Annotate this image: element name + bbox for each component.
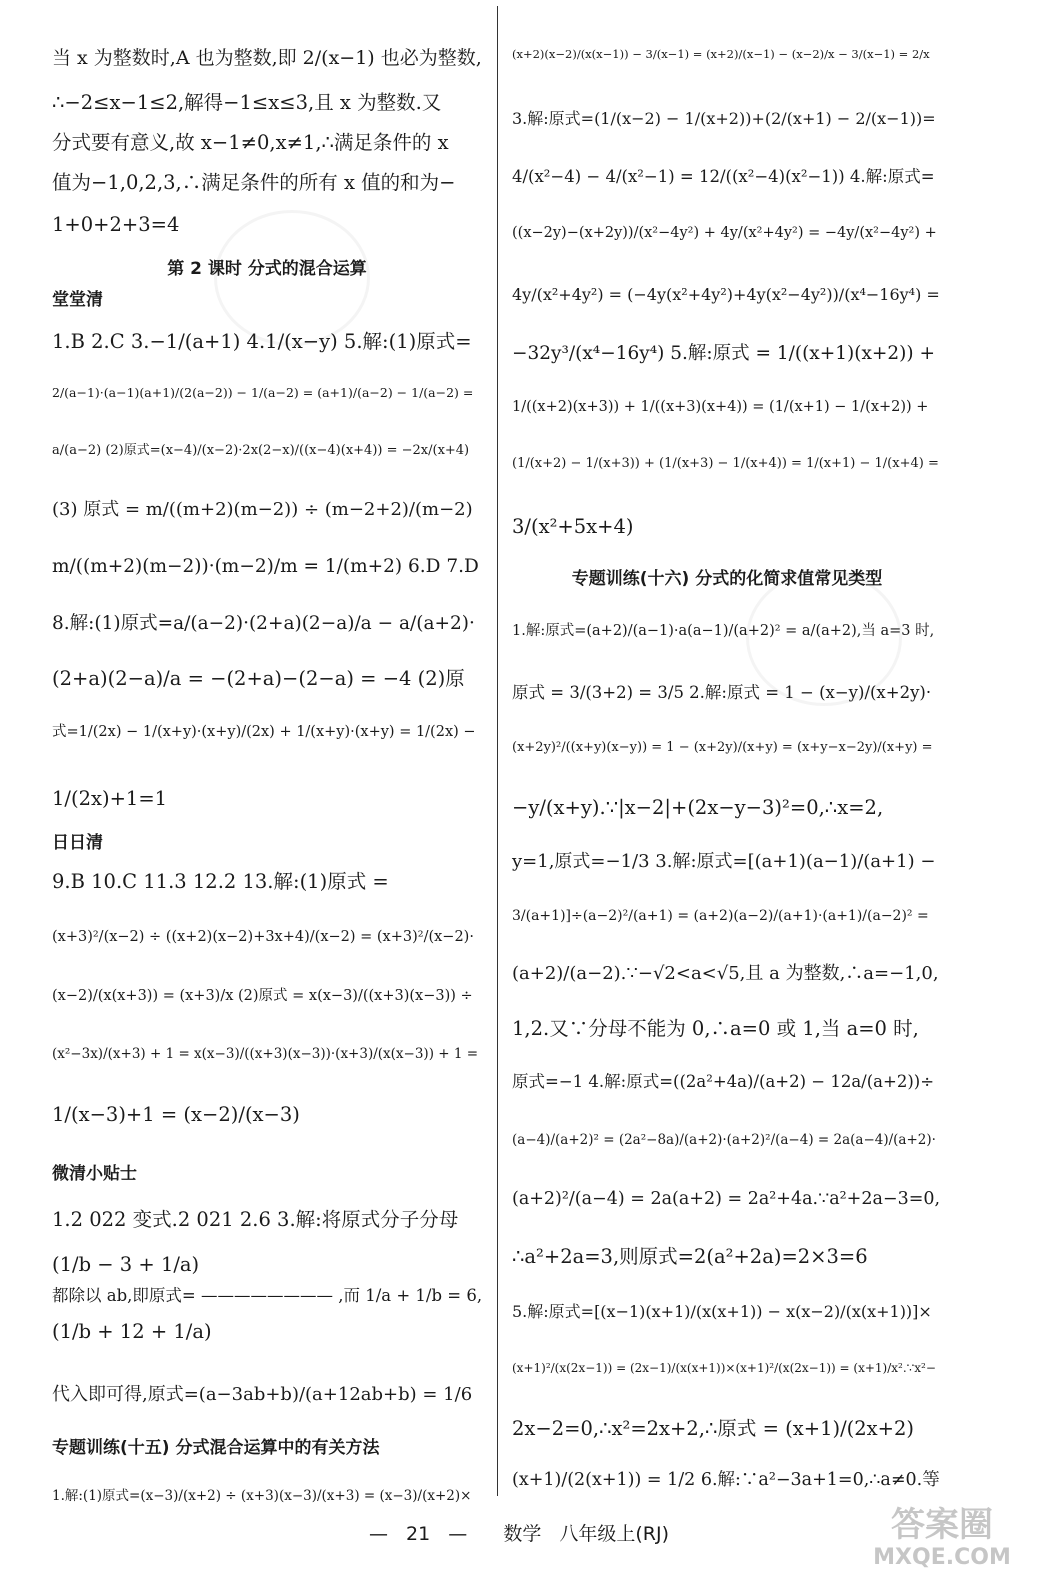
right-line-14: y=1,原式=−1/3 3.解:原式=[(a+1)(a−1)/(a+1) −: [512, 851, 936, 872]
left-line-13: (2+a)(2−a)/a = −(2+a)−(2−a) = −4 (2)原: [52, 667, 465, 690]
left-line-16: 日日清: [52, 833, 103, 853]
right-column: [512, 0, 942, 1510]
right-line-1: 3.解:原式=(1/(x−2) − 1/(x+2))+(2/(x+1) − 2/(x−1))=: [512, 109, 936, 128]
right-line-23: (x+1)²/(x(2x−1)) = (2x−1)/(x(x+1))×(x+1)²/(x(2x−1)) = (x+1)/x².∵x²−: [512, 1361, 936, 1375]
right-line-10: 1.解:原式=(a+2)/(a−1)·a(a−1)/(a+2)² = a/(a+2),当 a=3 时,: [512, 623, 935, 639]
left-line-7: 1.B 2.C 3.−1/(a+1) 4.1/(x−y) 5.解:(1)原式=: [52, 330, 472, 353]
left-line-29: 1.解:(1)原式=(x−3)/(x+2) ÷ (x+3)(x−3)/(x+3) = (x−3)/(x+2)×: [52, 1488, 472, 1504]
left-line-20: (x²−3x)/(x+3) + 1 = x(x−3)/((x+3)(x−3))·(x+3)/(x(x−3)) + 1 =: [52, 1046, 479, 1062]
left-line-9: a/(a−2) (2)原式=(x−4)/(x−2)·2x(2−x)/((x−4)(x+4)) = −2x/(x+4): [52, 443, 470, 458]
right-line-8: 3/(x²+5x+4): [512, 515, 634, 538]
left-line-8: 2/(a−1)·(a−1)(a+1)/(2(a−2)) − 1/(a−2) = (a+1)/(a−2) − 1/(a−2) =: [52, 385, 474, 400]
right-line-24: 2x−2=0,∴x²=2x+2,∴原式 = (x+1)/(2x+2): [512, 1417, 915, 1440]
right-line-21: ∴a²+2a=3,则原式=2(a²+2a)=2×3=6: [512, 1245, 868, 1268]
left-line-0: 当 x 为整数时,A 也为整数,即 2/(x−1) 也必为整数,: [52, 47, 482, 69]
left-line-27: 代入即可得,原式=(a−3ab+b)/(a+12ab+b) = 1/6: [52, 1384, 473, 1405]
right-line-4: 4y/(x²+4y²) = (−4y(x²+4y²)+4y(x²−4y²))/(x⁴−16y⁴) =: [512, 285, 940, 304]
faint-stamp-left: [214, 210, 370, 346]
right-line-25: (x+1)/(2(x+1)) = 1/2 6.解:∵a²−3a+1=0,∴a≠0.等: [512, 1470, 940, 1490]
left-line-12: 8.解:(1)原式=a/(a−2)·(2+a)(2−a)/a − a/(a+2)·: [52, 613, 475, 634]
footer-subject: 数学: [503, 1523, 542, 1545]
left-line-6: 堂堂清: [52, 290, 103, 310]
left-line-26: (1/b + 12 + 1/a): [52, 1320, 212, 1343]
right-line-15: 3/(a+1)]÷(a−2)²/(a+1) = (a+2)(a−2)/(a+1)·(a+1)/(a−2)² =: [512, 908, 929, 924]
right-line-9: 专题训练(十六) 分式的化简求值常见类型: [571, 569, 883, 589]
watermark-title: 答案圈: [891, 1505, 993, 1545]
right-line-11: 原式 = 3/(3+2) = 3/5 2.解:原式 = 1 − (x−y)/(x+2y)·: [512, 683, 932, 702]
column-divider: [497, 6, 498, 1496]
left-line-28: 专题训练(十五) 分式混合运算中的有关方法: [52, 1438, 380, 1458]
page-number: 21: [406, 1523, 431, 1545]
right-line-13: −y/(x+y).∵|x−2|+(2x−y−3)²=0,∴x=2,: [512, 796, 884, 819]
footer-dash-left: —: [368, 1523, 388, 1545]
right-line-12: (x+2y)²/((x+y)(x−y)) = 1 − (x+2y)/(x+y) = (x+y−x−2y)/(x+y) =: [512, 740, 933, 755]
right-line-6: 1/((x+2)(x+3)) + 1/((x+3)(x+4)) = (1/(x+1) − 1/(x+2)) +: [512, 399, 929, 415]
right-line-22: 5.解:原式=[(x−1)(x+1)/(x(x+1)) − x(x−2)/(x(x+1))]×: [512, 1302, 932, 1321]
left-line-17: 9.B 10.C 11.3 12.2 13.解:(1)原式 =: [52, 870, 389, 893]
footer-dash-right: —: [448, 1523, 468, 1545]
left-line-11: m/((m+2)(m−2))·(m−2)/m = 1/(m+2) 6.D 7.D: [52, 556, 479, 577]
left-line-21: 1/(x−3)+1 = (x−2)/(x−3): [52, 1103, 300, 1126]
left-line-22: 微清小贴士: [52, 1164, 137, 1184]
right-line-2: 4/(x²−4) − 4/(x²−1) = 12/((x²−4)(x²−1)) 4.解:原式=: [512, 167, 935, 186]
left-line-1: ∴−2≤x−1≤2,解得−1≤x≤3,且 x 为整数.又: [52, 91, 442, 114]
right-line-19: (a−4)/(a+2)² = (2a²−8a)/(a+2)·(a+2)²/(a−4) = 2a(a−4)/(a+2)·: [512, 1132, 936, 1148]
right-line-5: −32y³/(x⁴−16y⁴) 5.解:原式 = 1/((x+1)(x+2)) +: [512, 343, 935, 364]
left-line-14: 式=1/(2x) − 1/(x+y)·(x+y)/(2x) + 1/(x+y)·(x+y) = 1/(2x) −: [52, 724, 476, 740]
left-line-5: 第 2 课时 分式的混合运算: [167, 259, 367, 279]
watermark-url: MXQE.COM: [873, 1545, 1011, 1570]
left-line-24: (1/b − 3 + 1/a): [52, 1253, 200, 1276]
right-line-20: (a+2)²/(a−4) = 2a(a+2) = 2a²+4a.∵a²+2a−3=0,: [512, 1189, 941, 1209]
left-line-19: (x−2)/(x(x+3)) = (x+3)/x (2)原式 = x(x−3)/((x+3)(x−3)) ÷: [52, 988, 473, 1004]
left-line-2: 分式要有意义,故 x−1≠0,x≠1,∴满足条件的 x: [52, 131, 449, 154]
left-line-15: 1/(2x)+1=1: [52, 787, 168, 810]
left-line-25: 都除以 ab,即原式= ———————— ,而 1/a + 1/b = 6,: [52, 1286, 483, 1305]
left-line-4: 1+0+2+3=4: [52, 213, 180, 236]
right-line-7: (1/(x+2) − 1/(x+3)) + (1/(x+3) − 1/(x+4)) = 1/(x+1) − 1/(x+4) =: [512, 456, 939, 471]
left-line-10: (3) 原式 = m/((m+2)(m−2)) ÷ (m−2+2)/(m−2): [52, 499, 473, 520]
left-line-23: 1.2 022 变式.2 021 2.6 3.解:将原式分子分母: [52, 1208, 459, 1231]
faint-stamp-right: [746, 570, 902, 706]
footer-grade: 八年级上(RJ): [559, 1523, 670, 1545]
right-line-17: 1,2.又∵分母不能为 0,∴a=0 或 1,当 a=0 时,: [512, 1017, 919, 1040]
watermark-logo: [812, 1496, 1034, 1570]
right-line-0: (x+2)(x−2)/(x(x−1)) − 3/(x−1) = (x+2)/(x−1) − (x−2)/x − 3/(x−1) = 2/x: [512, 47, 930, 61]
right-line-16: (a+2)/(a−2).∵−√2<a<√5,且 a 为整数,∴a=−1,0,: [512, 963, 939, 984]
right-line-18: 原式=−1 4.解:原式=((2a²+4a)/(a+2) − 12a/(a+2))÷: [512, 1072, 935, 1091]
left-line-18: (x+3)²/(x−2) ÷ ((x+2)(x−2)+3x+4)/(x−2) = (x+3)²/(x−2)·: [52, 929, 474, 945]
left-line-3: 值为−1,0,2,3,∴满足条件的所有 x 值的和为−: [52, 171, 456, 194]
right-line-3: ((x−2y)−(x+2y))/(x²−4y²) + 4y/(x²+4y²) = −4y/(x²−4y²) +: [512, 225, 937, 241]
